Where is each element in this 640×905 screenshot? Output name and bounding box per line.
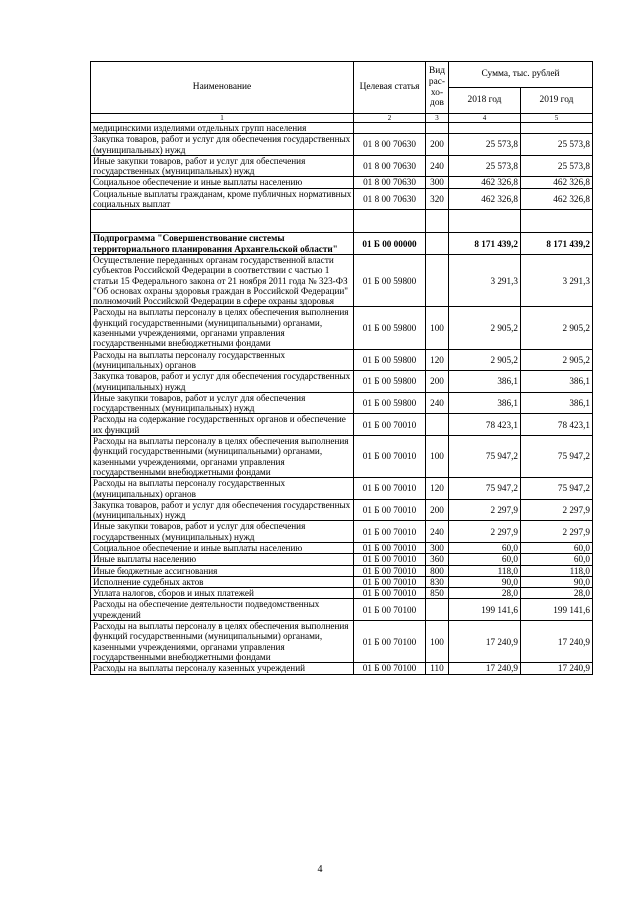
row-sum-2018: 199 141,6 [449, 599, 521, 621]
row-sum-2018: 90,0 [449, 576, 521, 587]
row-expense-kind: 240 [426, 155, 449, 177]
row-name: Закупка товаров, работ и услуг для обеспечения государственных (муниципальных) нужд [91, 371, 354, 393]
row-expense-kind: 320 [426, 188, 449, 210]
row-expense-kind: 360 [426, 554, 449, 565]
row-name: Осуществление переданных органам государственной власти субъектов Российской Федерации в соответствии с частью 1 статьи 15 Федерального закона от 21 ноября 2011 года № 323-ФЗ "Об основах охраны здоровья граждан в Российской Федерации" полномочий Российской Федерации в сфере охраны здоровья [91, 254, 354, 306]
row-target-code [354, 210, 426, 233]
row-sum-2019 [521, 210, 593, 233]
row-target-code: 01 Б 00 59800 [354, 371, 426, 393]
row-name: Расходы на выплаты персоналу в целях обеспечения выполнения функций государственными (муниципальными) органами, казенными учреждениями, органами управления государственными внебюджетными фондами [91, 436, 354, 478]
row-expense-kind [426, 414, 449, 436]
row-name: Иные закупки товаров, работ и услуг для обеспечения государственных (муниципальных) нужд [91, 521, 354, 543]
header-year-2018: 2018 год [449, 88, 521, 114]
row-sum-2018 [449, 123, 521, 134]
header-year-2019: 2019 год [521, 88, 593, 114]
row-sum-2019: 25 573,8 [521, 134, 593, 156]
table-body [91, 123, 593, 675]
row-expense-kind [426, 233, 449, 255]
row-sum-2019: 2 297,9 [521, 499, 593, 521]
row-name: Расходы на выплаты персоналу государственных (муниципальных) органов [91, 349, 354, 371]
row-sum-2018: 75 947,2 [449, 436, 521, 478]
table-row [91, 254, 593, 306]
row-sum-2019: 118,0 [521, 565, 593, 576]
row-sum-2018: 386,1 [449, 371, 521, 393]
page-number: 4 [317, 864, 323, 875]
row-name: Расходы на выплаты персоналу в целях обеспечения выполнения функций государственными (муниципальными) органами, казенными учреждениями, органами управления государственными внебюджетными фондами [91, 621, 354, 663]
row-expense-kind [426, 123, 449, 134]
table-row [91, 621, 593, 663]
row-target-code: 01 Б 00 70010 [354, 521, 426, 543]
row-target-code: 01 Б 00 70100 [354, 599, 426, 621]
row-name: Иные бюджетные ассигнования [91, 565, 354, 576]
table-row [91, 188, 593, 210]
row-sum-2018: 2 297,9 [449, 499, 521, 521]
column-number: 4 [449, 114, 521, 123]
row-target-code: 01 Б 00 70010 [354, 414, 426, 436]
row-sum-2018: 8 171 439,2 [449, 233, 521, 255]
row-name: Закупка товаров, работ и услуг для обеспечения государственных (муниципальных) нужд [91, 499, 354, 521]
table-row [91, 392, 593, 414]
table-row [91, 349, 593, 371]
row-target-code: 01 Б 00 59800 [354, 392, 426, 414]
row-name: Иные закупки товаров, работ и услуг для обеспечения государственных (муниципальных) нужд [91, 155, 354, 177]
row-expense-kind [426, 599, 449, 621]
row-name: Расходы на обеспечение деятельности подведомственных учреждений [91, 599, 354, 621]
row-expense-kind: 240 [426, 392, 449, 414]
row-target-code: 01 Б 00 70010 [354, 554, 426, 565]
row-sum-2018: 386,1 [449, 392, 521, 414]
row-name: Социальное обеспечение и иные выплаты населению [91, 542, 354, 553]
row-target-code [354, 123, 426, 134]
row-sum-2018 [449, 210, 521, 233]
table-row [91, 576, 593, 587]
table-row [91, 177, 593, 188]
row-sum-2018: 2 297,9 [449, 521, 521, 543]
row-expense-kind: 300 [426, 542, 449, 553]
row-target-code: 01 Б 00 70010 [354, 576, 426, 587]
column-number: 5 [521, 114, 593, 123]
row-name: Социальное обеспечение и иные выплаты населению [91, 177, 354, 188]
table-row [91, 414, 593, 436]
row-target-code: 01 Б 00 59800 [354, 349, 426, 371]
row-expense-kind: 300 [426, 177, 449, 188]
row-sum-2019: 2 905,2 [521, 307, 593, 349]
row-target-code: 01 Б 00 70010 [354, 499, 426, 521]
row-expense-kind: 240 [426, 521, 449, 543]
row-sum-2019: 90,0 [521, 576, 593, 587]
row-sum-2019: 17 240,9 [521, 663, 593, 674]
row-target-code: 01 Б 00 70100 [354, 663, 426, 674]
row-name: Иные выплаты населению [91, 554, 354, 565]
header-target-article: Целевая статья [354, 62, 426, 114]
column-number: 3 [426, 114, 449, 123]
row-target-code: 01 Б 00 00000 [354, 233, 426, 255]
column-number: 1 [91, 114, 354, 123]
row-sum-2019: 75 947,2 [521, 436, 593, 478]
row-name: Уплата налогов, сборов и иных платежей [91, 588, 354, 599]
table-row [91, 599, 593, 621]
row-expense-kind [426, 254, 449, 306]
row-expense-kind: 100 [426, 307, 449, 349]
row-name: Подпрограмма "Совершенствование системы территориального планирования Архангельской области" [91, 233, 354, 255]
row-name: Расходы на выплаты персоналу казенных учреждений [91, 663, 354, 674]
row-target-code: 01 Б 00 70010 [354, 588, 426, 599]
row-sum-2018: 2 905,2 [449, 349, 521, 371]
row-sum-2018: 25 573,8 [449, 134, 521, 156]
table-row [91, 554, 593, 565]
row-expense-kind: 830 [426, 576, 449, 587]
row-sum-2018: 25 573,8 [449, 155, 521, 177]
header-sum: Сумма, тыс. рублей [449, 62, 593, 88]
row-sum-2019: 75 947,2 [521, 478, 593, 500]
table-row [91, 436, 593, 478]
row-sum-2019: 60,0 [521, 554, 593, 565]
row-expense-kind: 200 [426, 371, 449, 393]
row-sum-2019: 2 905,2 [521, 349, 593, 371]
row-sum-2018: 17 240,9 [449, 621, 521, 663]
table-row [91, 521, 593, 543]
row-target-code: 01 Б 00 70010 [354, 478, 426, 500]
row-target-code: 01 8 00 70630 [354, 155, 426, 177]
table-row [91, 371, 593, 393]
table-row [91, 233, 593, 255]
row-sum-2018: 60,0 [449, 542, 521, 553]
row-expense-kind: 800 [426, 565, 449, 576]
row-expense-kind: 120 [426, 349, 449, 371]
row-sum-2018: 75 947,2 [449, 478, 521, 500]
row-name: Исполнение судебных актов [91, 576, 354, 587]
table-row [91, 663, 593, 674]
table-row [91, 210, 593, 233]
row-sum-2019: 386,1 [521, 371, 593, 393]
row-expense-kind: 200 [426, 499, 449, 521]
row-sum-2019 [521, 123, 593, 134]
row-target-code: 01 Б 00 70100 [354, 621, 426, 663]
table-row [91, 499, 593, 521]
row-name: Расходы на выплаты персоналу в целях обеспечения выполнения функций государственными (муниципальными) органами, казенными учреждениями, органами управления государственными внебюджетными фондами [91, 307, 354, 349]
row-sum-2018: 78 423,1 [449, 414, 521, 436]
table-row [91, 134, 593, 156]
row-target-code: 01 Б 00 70010 [354, 565, 426, 576]
row-target-code: 01 Б 00 59800 [354, 307, 426, 349]
row-sum-2018: 60,0 [449, 554, 521, 565]
row-target-code: 01 8 00 70630 [354, 134, 426, 156]
row-expense-kind: 200 [426, 134, 449, 156]
table-row [91, 307, 593, 349]
table-row [91, 155, 593, 177]
row-target-code: 01 8 00 70630 [354, 177, 426, 188]
row-expense-kind: 120 [426, 478, 449, 500]
row-expense-kind: 110 [426, 663, 449, 674]
row-sum-2019: 3 291,3 [521, 254, 593, 306]
row-sum-2018: 3 291,3 [449, 254, 521, 306]
row-sum-2018: 28,0 [449, 588, 521, 599]
row-sum-2019: 2 297,9 [521, 521, 593, 543]
row-name: Социальные выплаты гражданам, кроме публичных нормативных социальных выплат [91, 188, 354, 210]
row-sum-2019: 25 573,8 [521, 155, 593, 177]
row-sum-2019: 8 171 439,2 [521, 233, 593, 255]
row-sum-2019: 60,0 [521, 542, 593, 553]
row-sum-2018: 2 905,2 [449, 307, 521, 349]
row-target-code: 01 Б 00 70010 [354, 436, 426, 478]
table-row [91, 542, 593, 553]
row-sum-2019: 78 423,1 [521, 414, 593, 436]
table-row [91, 123, 593, 134]
row-name: Расходы на содержание государственных органов и обеспечение их функций [91, 414, 354, 436]
row-sum-2018: 17 240,9 [449, 663, 521, 674]
row-target-code: 01 8 00 70630 [354, 188, 426, 210]
row-target-code: 01 Б 00 70010 [354, 542, 426, 553]
row-sum-2019: 462 326,8 [521, 177, 593, 188]
row-name [91, 210, 354, 233]
header-expense-kind: Вид рас-хо-дов [426, 62, 449, 114]
table-row [91, 588, 593, 599]
row-expense-kind [426, 210, 449, 233]
row-sum-2019: 17 240,9 [521, 621, 593, 663]
header-name: Наименование [91, 62, 354, 114]
row-name: Расходы на выплаты персоналу государственных (муниципальных) органов [91, 478, 354, 500]
row-name: Иные закупки товаров, работ и услуг для обеспечения государственных (муниципальных) нужд [91, 392, 354, 414]
row-expense-kind: 100 [426, 621, 449, 663]
row-expense-kind: 100 [426, 436, 449, 478]
row-sum-2018: 462 326,8 [449, 177, 521, 188]
budget-table [90, 61, 593, 675]
row-sum-2018: 118,0 [449, 565, 521, 576]
row-sum-2019: 462 326,8 [521, 188, 593, 210]
table-row [91, 478, 593, 500]
row-sum-2018: 462 326,8 [449, 188, 521, 210]
row-sum-2019: 386,1 [521, 392, 593, 414]
row-name: медицинскими изделиями отдельных групп населения [91, 123, 354, 134]
row-sum-2019: 28,0 [521, 588, 593, 599]
column-number-row [91, 114, 593, 123]
row-target-code: 01 Б 00 59800 [354, 254, 426, 306]
row-sum-2019: 199 141,6 [521, 599, 593, 621]
row-expense-kind: 850 [426, 588, 449, 599]
column-number: 2 [354, 114, 426, 123]
table-row [91, 565, 593, 576]
row-name: Закупка товаров, работ и услуг для обеспечения государственных (муниципальных) нужд [91, 134, 354, 156]
